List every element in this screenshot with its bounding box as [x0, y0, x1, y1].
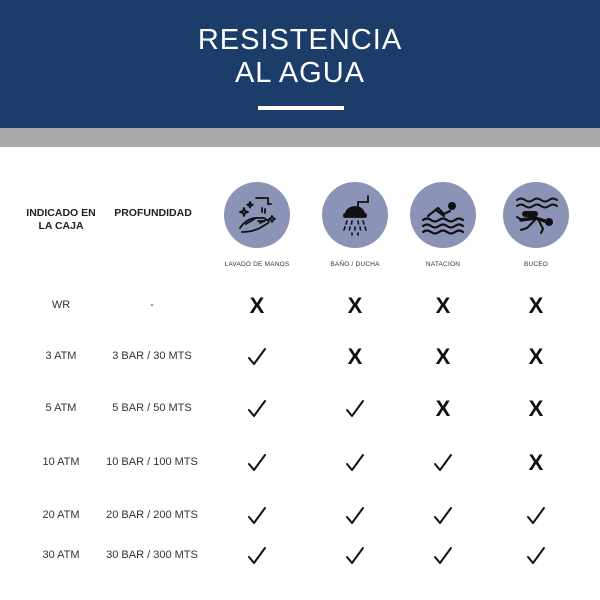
activity-column-hand-washing: [212, 182, 302, 268]
cross-mark: X: [347, 344, 363, 369]
cross-mark: X: [528, 396, 544, 421]
row-rating: 30 ATM: [42, 549, 80, 561]
row-depth: 5 BAR / 50 MTS: [112, 402, 192, 414]
row-rating: 20 ATM: [42, 509, 80, 521]
column-header-case: [18, 207, 104, 233]
row-rating: 5 ATM: [45, 402, 77, 414]
activity-label: BUCEO: [523, 261, 549, 268]
title-line-2: AL AGUA: [234, 57, 366, 89]
column-header-case-line-1: INDICADO EN: [26, 207, 96, 219]
activity-label: BAÑO / DUCHA: [330, 261, 380, 268]
check-icon: [340, 543, 370, 569]
column-header-depth: PROFUNDIDAD: [114, 207, 192, 219]
row-depth: 20 BAR / 200 MTS: [106, 509, 198, 521]
row-depth: 10 BAR / 100 MTS: [106, 456, 198, 468]
row-depth: 3 BAR / 30 MTS: [112, 350, 192, 362]
cross-mark: X: [435, 396, 451, 421]
hand-washing-icon: [224, 182, 290, 248]
check-icon: [521, 503, 551, 529]
title-underline: [258, 106, 344, 110]
cross-mark: X: [528, 293, 544, 318]
cross-mark: X: [249, 293, 265, 318]
check-icon: [428, 543, 458, 569]
title-line-1: RESISTENCIA: [197, 24, 403, 56]
cross-mark: X: [435, 344, 451, 369]
check-icon: [428, 450, 458, 476]
row-rating: 3 ATM: [45, 350, 77, 362]
check-icon: [340, 503, 370, 529]
row-rating: WR: [51, 299, 71, 311]
shower-icon: [322, 182, 388, 248]
check-icon: [242, 450, 272, 476]
activity-column-swimming: [398, 182, 488, 268]
check-icon: [242, 344, 272, 370]
check-icon: [242, 503, 272, 529]
check-icon: [521, 543, 551, 569]
check-icon: [242, 396, 272, 422]
page-title: [0, 24, 600, 90]
activity-column-shower: [310, 182, 400, 268]
row-depth: -: [150, 299, 154, 311]
column-header-case-line-2: LA CAJA: [38, 220, 84, 232]
check-icon: [242, 543, 272, 569]
row-depth: 30 BAR / 300 MTS: [106, 549, 198, 561]
check-icon: [340, 450, 370, 476]
cross-mark: X: [528, 344, 544, 369]
cross-mark: X: [347, 293, 363, 318]
cross-mark: X: [528, 450, 544, 475]
swimmer-icon: [410, 182, 476, 248]
row-rating: 10 ATM: [42, 456, 80, 468]
activity-label: LAVADO DE MANOS: [224, 261, 290, 268]
header-divider-band: [0, 128, 600, 147]
header-banner: [0, 0, 600, 128]
activity-label: NATACION: [425, 261, 461, 268]
check-icon: [428, 503, 458, 529]
cross-mark: X: [435, 293, 451, 318]
check-icon: [340, 396, 370, 422]
activity-column-diving: [491, 182, 581, 268]
diver-icon: [503, 182, 569, 248]
